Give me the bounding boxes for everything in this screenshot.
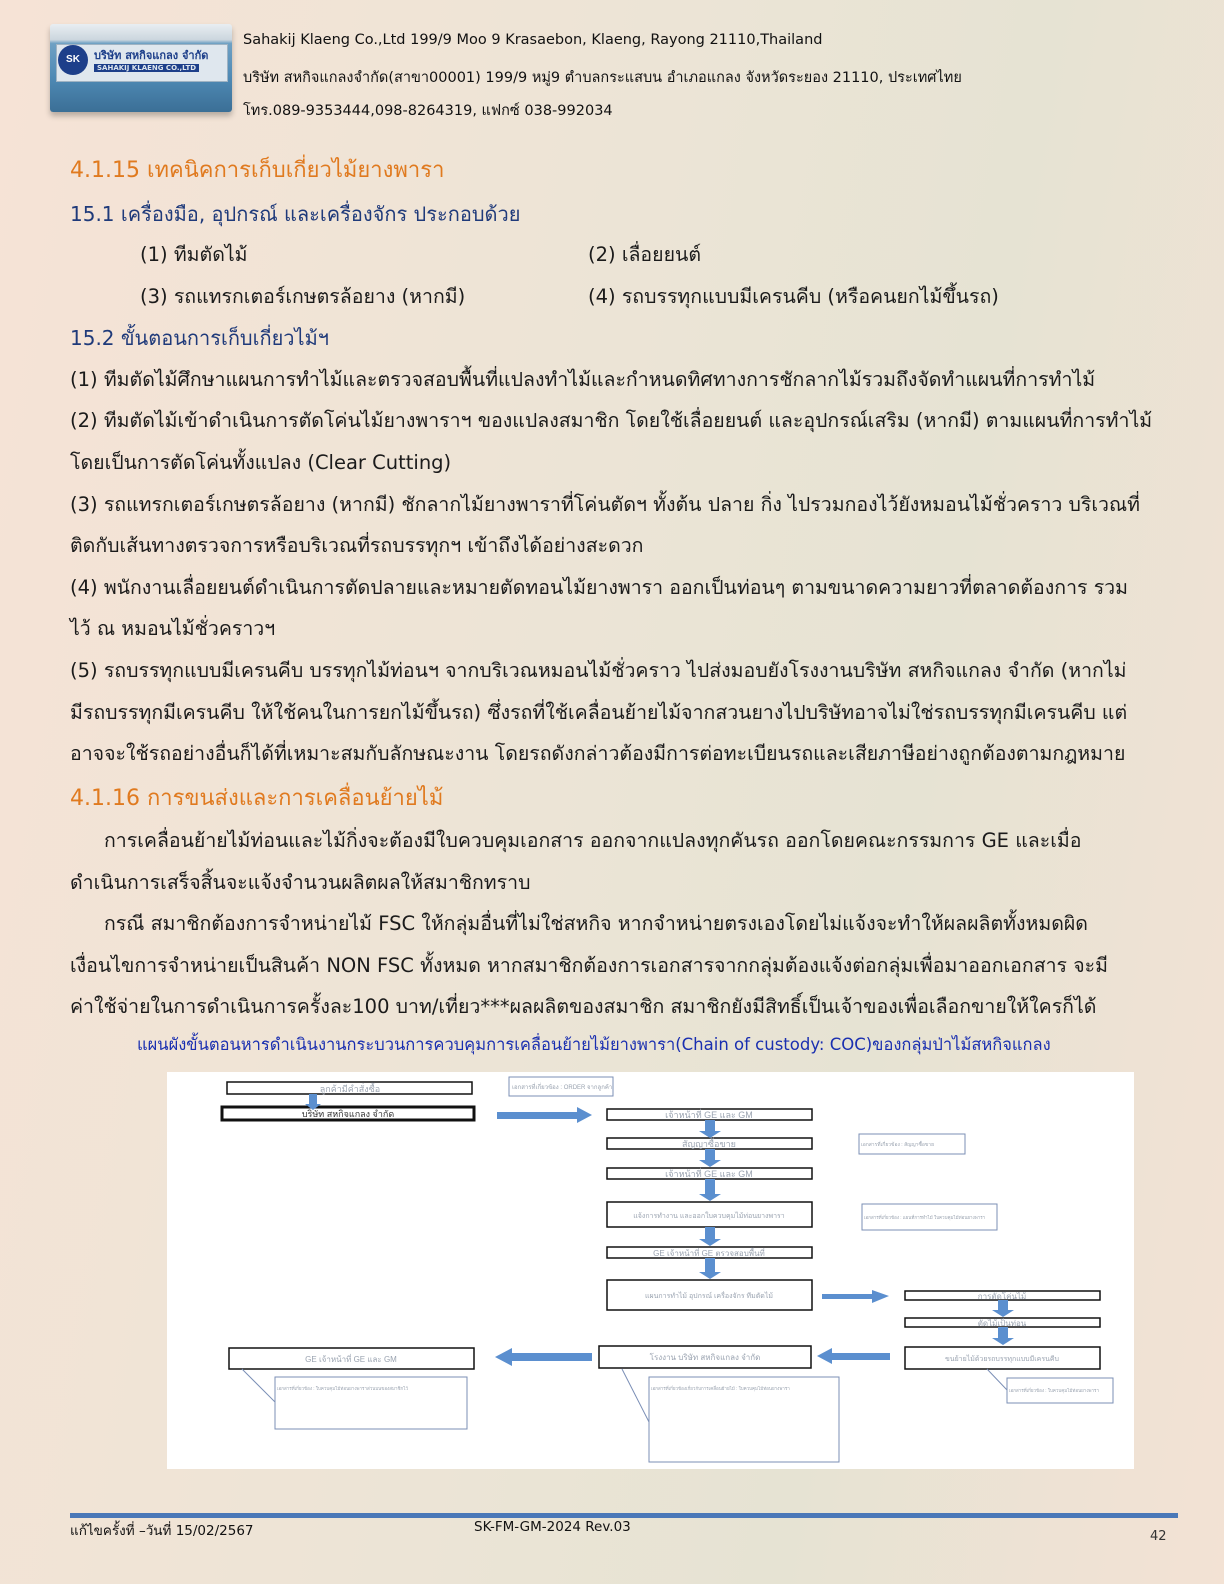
arrow bbox=[699, 1239, 721, 1246]
procedure-line: ไว้ ณ หมอนไม้ชั่วคราวฯ bbox=[70, 617, 276, 640]
company-address-thai: บริษัท สหกิจแกลงจำกัด(สาขา00001) 199/9 หมู่9 ตำบลกระแสบน อำเภอแกลง จังหวัดระยอง 21110, ประเทศไทย bbox=[243, 70, 962, 86]
note-label: เอกสารที่เกี่ยวข้อง : แผนที่การทำไม้ ใบควบคุมไม้ท่อนยางพารา bbox=[864, 1215, 986, 1220]
footer-rule bbox=[70, 1513, 1178, 1518]
note-box bbox=[275, 1377, 467, 1429]
coc-flowchart bbox=[167, 1072, 1134, 1469]
tool-item: (2) เลื่อยยนต์ bbox=[588, 243, 701, 266]
arrow bbox=[512, 1353, 592, 1361]
flow-label: สัญญาซื้อขาย bbox=[682, 1139, 736, 1149]
paragraph-line: เงื่อนไขการจำหน่ายเป็นสินค้า NON FSC ทั้งหมด หากสมาชิกต้องการเอกสารจากกลุ่มต้องแจ้งต่อกลุ่มเพื่อมาออกเอกสาร จะมี bbox=[70, 954, 1108, 977]
arrow bbox=[992, 1338, 1014, 1345]
note-label: เอกสารที่เกี่ยวข้องเกี่ยวกับการเคลื่อนย้ายไม้ : ใบควบคุมไม้ท่อนยางพารา bbox=[651, 1386, 790, 1391]
arrow bbox=[699, 1131, 721, 1138]
arrow bbox=[577, 1107, 592, 1123]
page-number: 42 bbox=[1150, 1529, 1167, 1544]
paragraph-line: กรณี สมาชิกต้องการจำหน่ายไม้ FSC ให้กลุ่มอื่นที่ไม่ใช่สหกิจ หากจำหน่ายตรงเองโดยไม่แจ้งจะทำให้ผลผลิตทั้งหมดผิด bbox=[104, 912, 1088, 935]
section-heading-4-1-15: 4.1.15 เทคนิคการเก็บเกี่ยวไม้ยางพารา bbox=[70, 158, 445, 183]
flow-label: บริษัท สหกิจแกลง จำกัด bbox=[301, 1109, 395, 1119]
subheading-15-1: 15.1 เครื่องมือ, อุปกรณ์ และเครื่องจักร ประกอบด้วย bbox=[70, 202, 521, 226]
logo-mark: SK bbox=[58, 45, 88, 75]
paragraph-line: การเคลื่อนย้ายไม้ท่อนและไม้กิ่งจะต้องมีใบควบคุมเอกสาร ออกจากแปลงทุกคันรถ ออกโดยคณะกรรมการ GE และเมื่อ bbox=[104, 829, 1082, 852]
procedure-line: (4) พนักงานเลื่อยยนต์ดำเนินการตัดปลายและหมายตัดทอนไม้ยางพารา ออกเป็นท่อนๆ ตามขนาดความยาวที่ตลาดต้องการ รวม bbox=[70, 576, 1128, 599]
arrow bbox=[699, 1160, 721, 1167]
arrow bbox=[998, 1327, 1008, 1339]
flow-label: ตัดไม้เป็นท่อน bbox=[977, 1319, 1027, 1328]
section-heading-4-1-16: 4.1.16 การขนส่งและการเคลื่อนย้ายไม้ bbox=[70, 786, 444, 811]
procedure-line: อาจจะใช้รถอย่างอื่นก็ได้ที่เหมาะสมกับลักษณะงาน โดยรถดังกล่าวต้องมีการต่อทะเบียนรถและเสียภาษีอย่างถูกต้องตามกฎหมาย bbox=[70, 742, 1126, 765]
arrow bbox=[495, 1348, 512, 1366]
arrow bbox=[699, 1272, 721, 1279]
arrow bbox=[872, 1290, 889, 1303]
procedure-line: (1) ทีมตัดไม้ศึกษาแผนการทำไม้และตรวจสอบพื้นที่แปลงทำไม้และกำหนดทิศทางการชักลากไม้รวมถึงจัดทำแผนที่การทำไม้ bbox=[70, 368, 1096, 391]
arrow bbox=[705, 1227, 715, 1240]
note-label: เอกสารที่เกี่ยวข้อง : ใบควบคุมไม้ท่อนยางพาราส่วนบนของสมาชิกไว้ bbox=[277, 1386, 409, 1391]
paragraph-line: ดำเนินการเสร็จสิ้นจะแจ้งจำนวนผลิตผลให้สมาชิกทราบ bbox=[70, 871, 531, 894]
flow-label: GE เจ้าหน้าที่ GE ตรวจสอบพื้นที่ bbox=[653, 1249, 765, 1258]
procedure-line: ติดกับเส้นทางตรวจการหรือบริเวณที่รถบรรทุกฯ เข้าถึงได้อย่างสะดวก bbox=[70, 534, 644, 557]
note-label: เอกสารที่เกี่ยวข้อง : สัญญาซื้อขาย bbox=[861, 1142, 935, 1148]
company-contact: โทร.089-9353444,098-8264319, แฟกซ์ 038-992034 bbox=[243, 103, 613, 119]
company-address-english: Sahakij Klaeng Co.,Ltd 199/9 Moo 9 Krasaebon, Klaeng, Rayong 21110,Thailand bbox=[243, 32, 823, 48]
flow-label: เจ้าหน้าที่ GE และ GM bbox=[665, 1110, 753, 1120]
arrow bbox=[992, 1310, 1014, 1317]
arrow bbox=[309, 1094, 317, 1105]
procedure-line: (3) รถแทรกเตอร์เกษตรล้อยาง (หากมี) ชักลากไม้ยางพาราที่โค่นตัดฯ ทั้งต้น ปลาย กิ่ง ไปรวมกองไว้ยังหมอนไม้ชั่วคราว บริเวณที่ bbox=[70, 493, 1140, 516]
arrow bbox=[705, 1120, 715, 1132]
tool-item: (3) รถแทรกเตอร์เกษตรล้อยาง (หากมี) bbox=[140, 285, 466, 308]
flowchart-svg bbox=[167, 1072, 1134, 1469]
arrow bbox=[817, 1348, 832, 1364]
footer-revision: แก้ไขครั้งที่ –วันที่ 15/02/2567 bbox=[70, 1523, 254, 1539]
arrow bbox=[705, 1258, 715, 1273]
flow-label: แจ้งการทำงาน และออกใบควบคุมไม้ท่อนยางพารา bbox=[633, 1213, 785, 1220]
arrow bbox=[705, 1179, 715, 1195]
flow-label: โรงงาน บริษัท สหกิจแกลง จำกัด bbox=[649, 1353, 761, 1362]
flow-label: การตัดโค่นไม้ bbox=[977, 1292, 1027, 1301]
arrow bbox=[832, 1353, 890, 1360]
paragraph-line: ค่าใช้จ่ายในการดำเนินการครั้งละ100 บาท/เที่ยว***ผลผลิตของสมาชิก สมาชิกยังมีสิทธิ์เป็นเจ้าของเพื่อเลือกขายให้ใครก็ได้ bbox=[70, 995, 1097, 1018]
subheading-15-2: 15.2 ขั้นตอนการเก็บเกี่ยวไม้ฯ bbox=[70, 326, 329, 350]
logo-text-thai: บริษัท สหกิจแกลง จำกัด bbox=[94, 49, 209, 62]
company-logo bbox=[50, 24, 232, 112]
flow-label: เจ้าหน้าที่ GE และ GM bbox=[665, 1169, 753, 1179]
procedure-line: มีรถบรรทุกมีเครนคีบ ให้ใช้คนในการยกไม้ขึ้นรถ) ซึ่งรถที่ใช้เคลื่อนย้ายไม้จากสวนยางไปบริษัทอาจไม่ใช่รถบรรทุกมีเครนคีบ แต่ bbox=[70, 701, 1128, 724]
arrow bbox=[705, 1149, 715, 1161]
logo-text-english: SAHAKIJ KLAENG CO.,LTD bbox=[94, 64, 199, 72]
procedure-line: (2) ทีมตัดไม้เข้าดำเนินการตัดโค่นไม้ยางพาราฯ ของแปลงสมาชิก โดยใช้เลื่อยยนต์ และอุปกรณ์เสริม (หากมี) ตามแผนที่การทำไม้ bbox=[70, 409, 1153, 432]
tool-item: (1) ทีมตัดไม้ bbox=[140, 243, 248, 266]
arrow bbox=[822, 1294, 872, 1299]
note-label: เอกสารที่เกี่ยวข้อง : ใบควบคุมไม้ท่อนยางพารา bbox=[1009, 1388, 1099, 1393]
flow-label: แผนการทำไม้ อุปกรณ์ เครื่องจักร ทีมตัดไม้ bbox=[645, 1293, 773, 1300]
arrow bbox=[699, 1194, 721, 1201]
diagram-caption: แผนผังขั้นตอนหารดำเนินงานกระบวนการควบคุมการเคลื่อนย้ายไม้ยางพารา(Chain of custody: COC)ของกลุ่มป่าไม้สหกิจแกลง bbox=[137, 1035, 1051, 1054]
flow-label: GE เจ้าหน้าที่ GE และ GM bbox=[305, 1355, 397, 1364]
tool-item: (4) รถบรรทุกแบบมีเครนคีบ (หรือคนยกไม้ขึ้นรถ) bbox=[588, 285, 999, 308]
arrow bbox=[497, 1112, 577, 1119]
footer-doc-code: SK-FM-GM-2024 Rev.03 bbox=[474, 1519, 631, 1535]
flow-label: ขนย้ายไม้ด้วยรถบรรทุกแบบมีเครนคีบ bbox=[945, 1356, 1059, 1363]
note-label: เอกสารที่เกี่ยวข้อง : ORDER จากลูกค้า bbox=[512, 1085, 613, 1091]
procedure-line: โดยเป็นการตัดโค่นทั้งแปลง (Clear Cutting) bbox=[70, 451, 452, 474]
arrow bbox=[998, 1300, 1008, 1311]
procedure-line: (5) รถบรรทุกแบบมีเครนคีบ บรรทุกไม้ท่อนฯ จากบริเวณหมอนไม้ชั่วคราว ไปส่งมอบยังโรงงานบริษัท สหกิจแกลง จำกัด (หากไม่ bbox=[70, 659, 1127, 682]
flow-label: ลูกค้ามีคำสั่งซื้อ bbox=[319, 1084, 381, 1094]
